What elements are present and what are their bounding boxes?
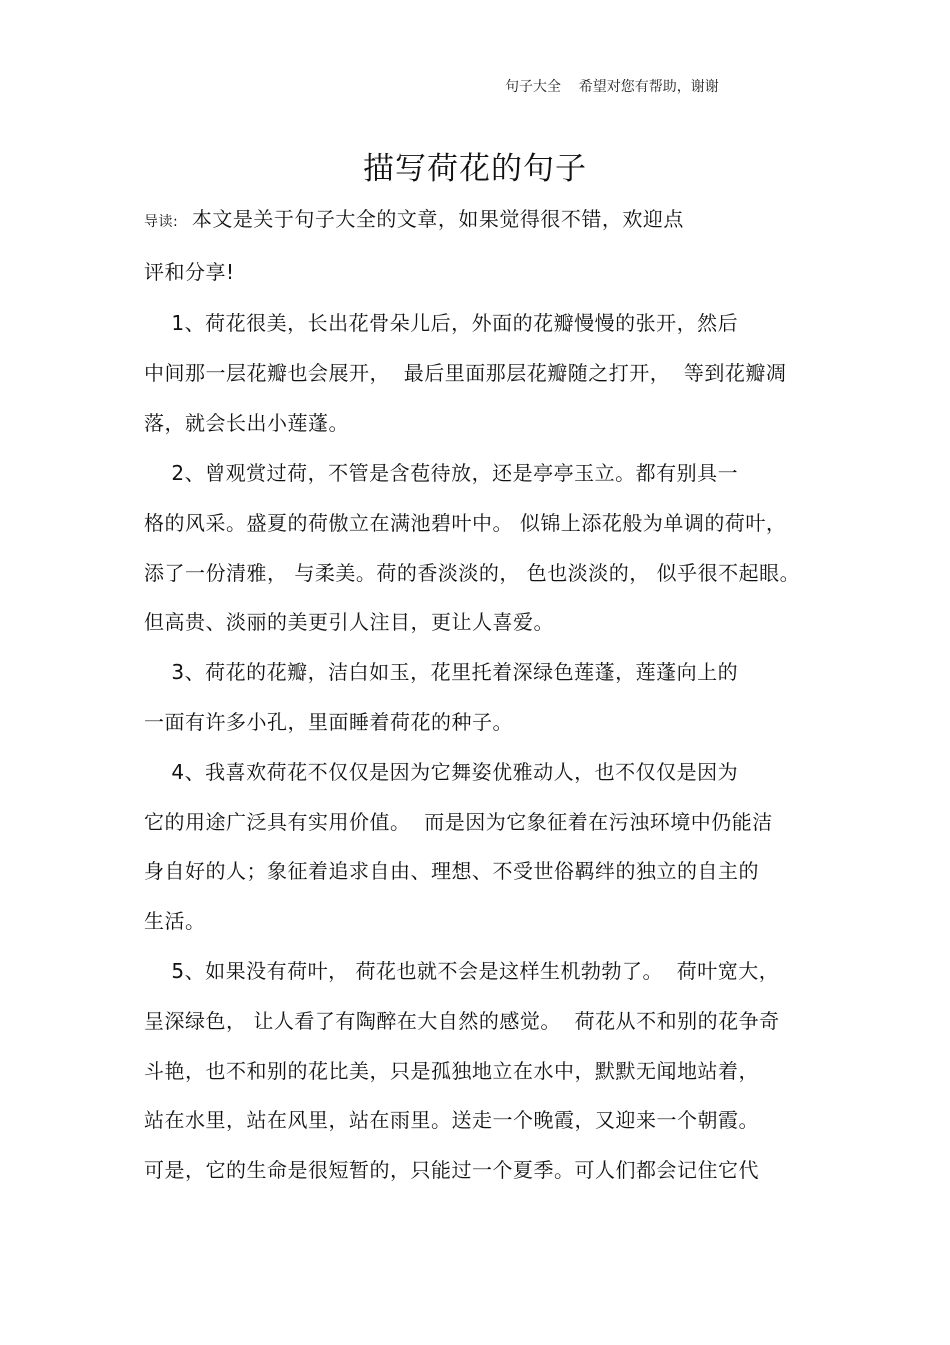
page-header: 句子大全 希望对您有帮助，谢谢 — [505, 79, 719, 95]
paragraph-4-line-1: 4、我喜欢荷花不仅仅是因为它舞姿优雅动人，也不仅仅是因为 — [144, 760, 739, 784]
paragraph-1-line-1: 1、荷花很美，长出花骨朵儿后，外面的花瓣慢慢的张开，然后 — [144, 311, 739, 335]
paragraph-2-line-3: 添了一份清雅， 与柔美。荷的香淡淡的， 色也淡淡的， 似乎很不起眼。 — [144, 561, 801, 585]
intro-line-2: 评和分享! — [144, 260, 235, 284]
intro-label: 导读: — [144, 214, 179, 230]
paragraph-5-line-2: 呈深绿色， 让人看了有陶醉在大自然的感觉。 荷花从不和别的花争奇 — [144, 1009, 780, 1033]
paragraph-1-line-3: 落，就会长出小莲蓬。 — [144, 411, 349, 435]
paragraph-2-line-4: 但高贵、淡丽的美更引人注目，更让人喜爱。 — [144, 610, 554, 634]
paragraph-4-line-4: 生活。 — [144, 909, 206, 933]
paragraph-5-line-1: 5、如果没有荷叶， 荷花也就不会是这样生机勃勃了。 荷叶宽大， — [144, 959, 780, 983]
page-title: 描写荷花的句子 — [363, 151, 587, 187]
paragraph-4-line-3: 身自好的人；象征着追求自由、理想、不受世俗羁绊的独立的自主的 — [144, 859, 759, 883]
intro-line-1 — [144, 203, 684, 232]
paragraph-3-line-2: 一面有许多小孔，里面睡着荷花的种子。 — [144, 710, 513, 734]
intro-text: 本文是关于句子大全的文章，如果觉得很不错，欢迎点 — [178, 207, 684, 231]
paragraph-5-line-4: 站在水里，站在风里，站在雨里。送走一个晚霞，又迎来一个朝霞。 — [144, 1108, 759, 1132]
paragraph-3-line-1: 3、荷花的花瓣，洁白如玉，花里托着深绿色莲蓬，莲蓬向上的 — [144, 660, 739, 684]
paragraph-5-line-5: 可是，它的生命是很短暂的，只能过一个夏季。可人们都会记住它代 — [144, 1158, 759, 1182]
paragraph-1-line-2: 中间那一层花瓣也会展开， 最后里面那层花瓣随之打开， 等到花瓣凋 — [144, 361, 787, 385]
paragraph-4-line-2: 它的用途广泛具有实用价值。 而是因为它象征着在污浊环境中仍能洁 — [144, 810, 773, 834]
paragraph-2-line-1: 2、曾观赏过荷，不管是含苞待放，还是亭亭玉立。都有别具一 — [144, 461, 739, 485]
paragraph-5-line-3: 斗艳，也不和别的花比美，只是孤独地立在水中，默默无闻地站着， — [144, 1059, 759, 1083]
paragraph-2-line-2: 格的风采。盛夏的荷傲立在满池碧叶中。 似锦上添花般为单调的荷叶， — [144, 511, 787, 535]
